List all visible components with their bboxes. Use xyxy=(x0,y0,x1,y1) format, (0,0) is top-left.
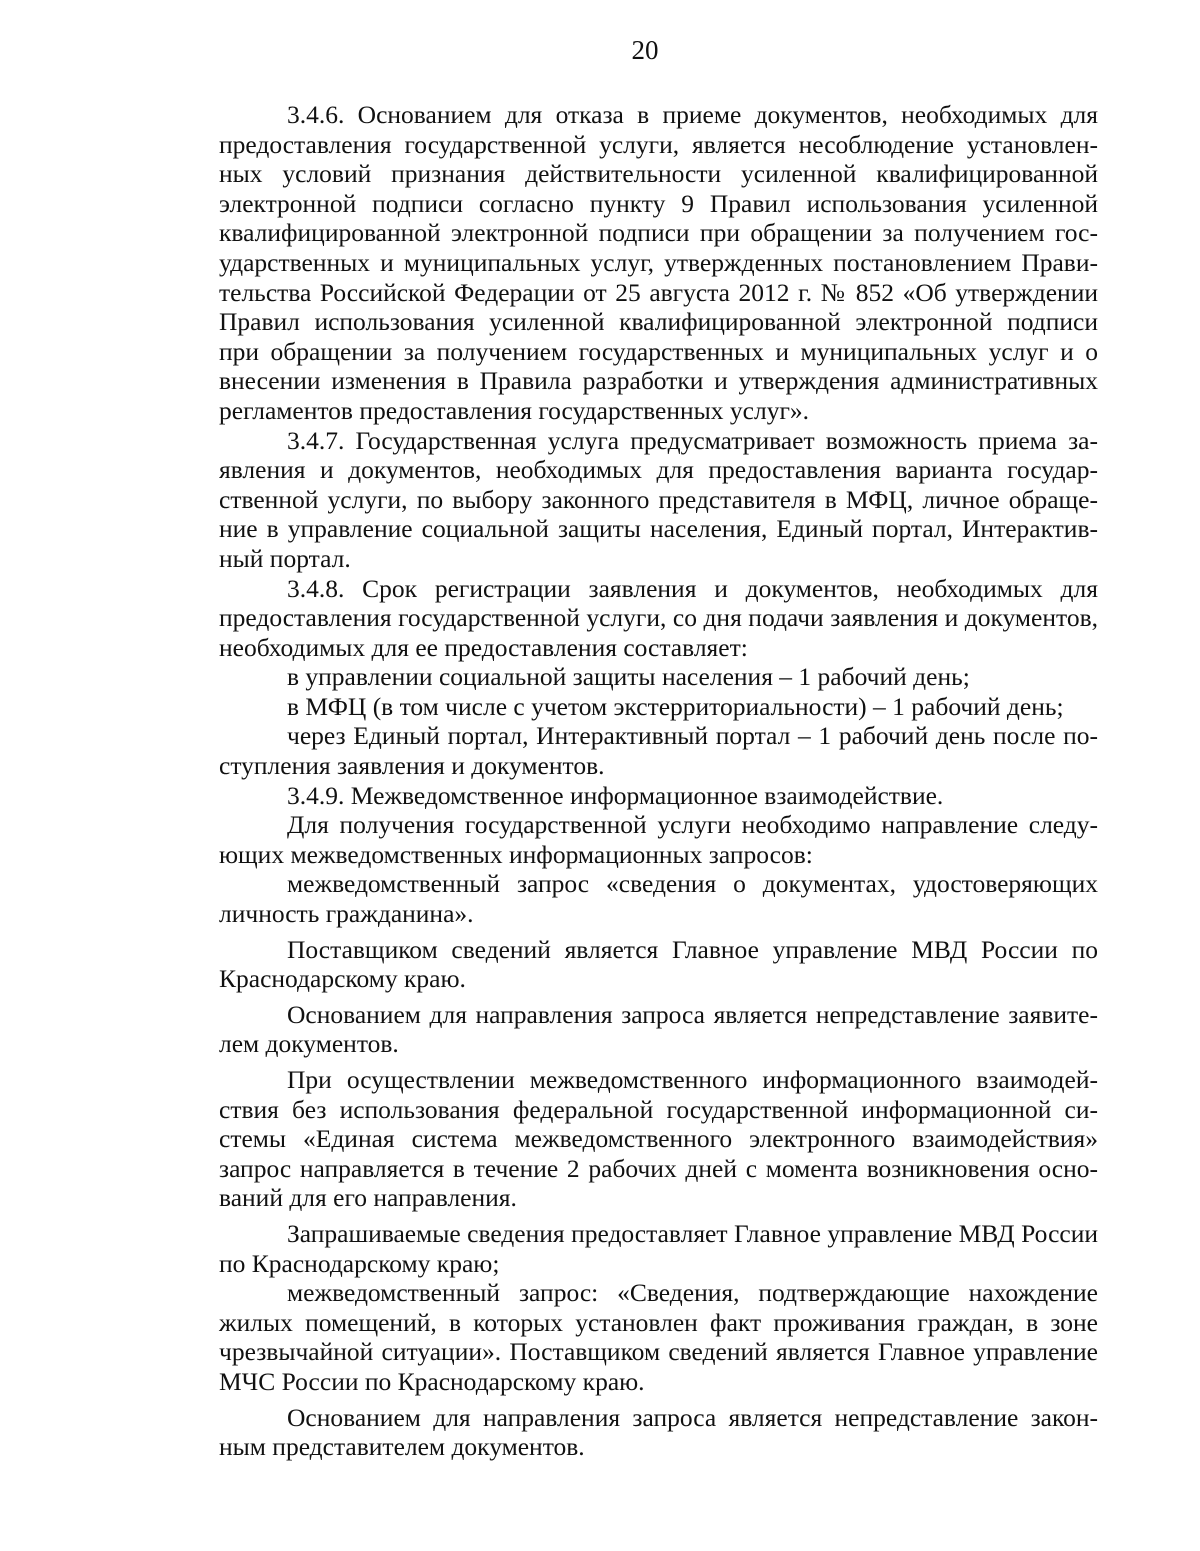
paragraph-request-identity: межведомственный запрос «сведения о документах, удостоверяющих личность гражданина». xyxy=(219,869,1098,929)
paragraph-supplier-mvd: Поставщиком сведений является Главное управление МВД России по Краснодарскому краю. xyxy=(219,934,1098,994)
list-item-portal: через Единый портал, Интерактивный портал – 1 рабочий день после поступления заявления и документов. xyxy=(219,721,1098,781)
list-item-social-protection: в управлении социальной защиты населения – 1 рабочий день; xyxy=(287,662,970,692)
paragraph-3-4-8: 3.4.8. Срок регистрации заявления и документов, необходимых для предоставления государственной услуги, со дня подачи заявления и документов, необходимых для ее предоставления составляет: xyxy=(219,573,1098,662)
list-item-mfc: в МФЦ (в том числе с учетом экстерриториальности) – 1 рабочий день; xyxy=(287,691,1064,721)
page-number: 20 xyxy=(631,35,659,65)
document-body xyxy=(219,100,1098,1462)
paragraph-interaction-timing: При осуществлении межведомственного информационного взаимодействия без использования федеральной государственной информационной системы «Единая система межведомственного электронного взаимодействия» запрос направляется в течение 2 рабочих дней с момента возникновения оснований для его направления. xyxy=(219,1065,1098,1213)
paragraph-basis-representative: Основанием для направления запроса является непредставление законным представителем документов. xyxy=(219,1402,1098,1462)
paragraph-3-4-7: 3.4.7. Государственная услуга предусматривает возможность приема заявления и документов, необходимых для предоставления варианта государственной услуги, по выбору законного представителя в МФЦ, личное обращение в управление социальной защиты населения, Единый портал, Интерактивный портал. xyxy=(219,425,1098,573)
paragraph-3-4-9: 3.4.9. Межведомственное информационное взаимодействие. xyxy=(287,780,944,810)
paragraph-3-4-6: 3.4.6. Основанием для отказа в приеме документов, необходимых для предоставления государственной услуги, является несоблюдение установленных условий признания действительности усиленной квалифицированной электронной подписи согласно пункту 9 Правил использования усиленной квалифицированной электронной подписи при обращении за получением государственных и муниципальных услуг, утвержденных постановлением Правительства Российской Федерации от 25 августа 2012 г. № 852 «Об утверждении Правил использования усиленной квалифицированной электронной подписи при обращении за получением государственных и муниципальных услуг и о внесении изменения в Правила разработки и утверждения административных регламентов предоставления государственных услуг». xyxy=(219,100,1098,425)
paragraph-requests-intro: Для получения государственной услуги необходимо направление следующих межведомственных информационных запросов: xyxy=(219,810,1098,869)
paragraph-provider-mvd: Запрашиваемые сведения предоставляет Главное управление МВД России по Краснодарскому краю; xyxy=(219,1218,1098,1278)
paragraph-request-emergency: межведомственный запрос: «Сведения, подтверждающие нахождение жилых помещений, в которых установлен факт проживания граждан, в зоне чрезвычайной ситуации». Поставщиком сведений является Главное управление МЧС России по Краснодарскому краю. xyxy=(219,1278,1098,1396)
paragraph-basis-applicant: Основанием для направления запроса является непредставление заявителем документов. xyxy=(219,999,1098,1059)
